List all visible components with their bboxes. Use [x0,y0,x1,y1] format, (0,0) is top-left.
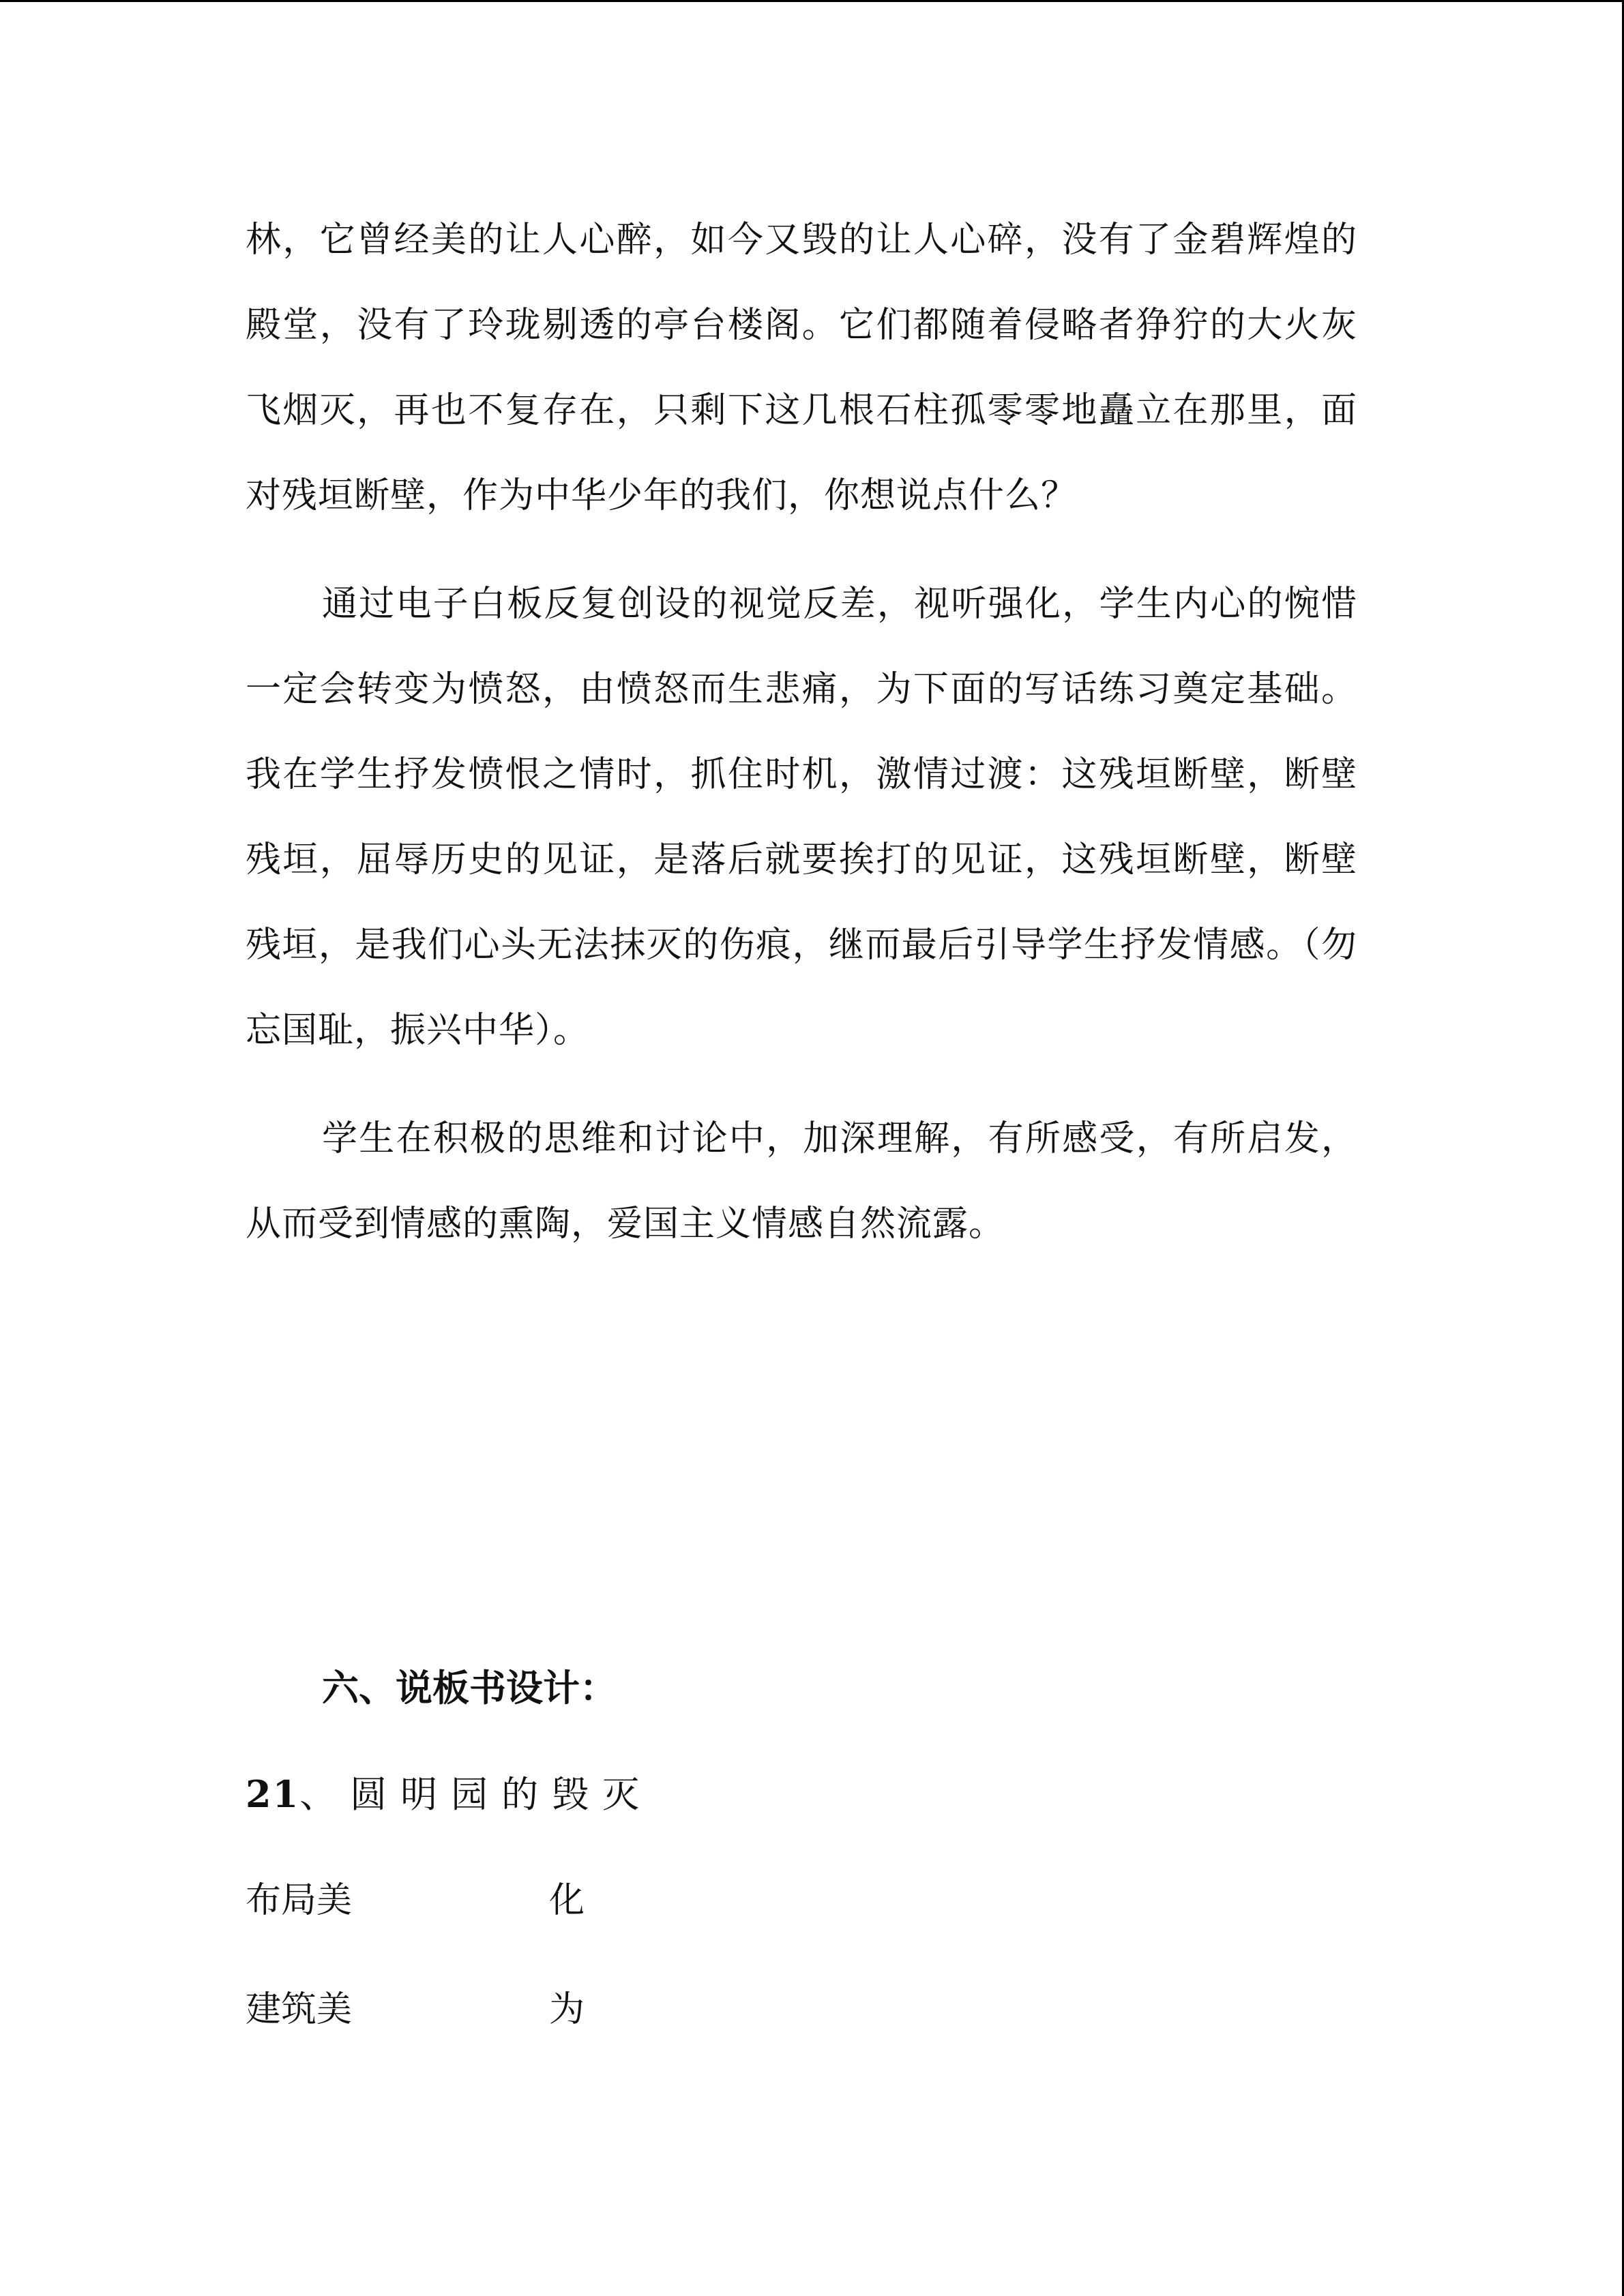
board-row-left: 建筑美 [246,1989,353,2030]
board-title-number: 21 [246,1772,300,1816]
board-row [246,1955,1357,2064]
page-border-top [0,0,1624,2]
paragraph-students: 学生在积极的思维和讨论中，加深理解，有所感受，有所启发，从而受到情感的熏陶，爱国主义情感自然流露。 [246,1118,1357,1244]
document-body [246,198,1357,2064]
paragraph-whiteboard: 通过电子白板反复创设的视觉反差，视听强化，学生内心的惋惜一定会转变为愤怒，由愤怒而生悲痛，为下面的写话练习奠定基础。我在学生抒发愤恨之情时，抓住时机，激情过渡：这残垣断壁，断壁残垣，屈辱历史的见证，是落后就要挨打的见证，这残垣断壁，断壁残垣，是我们心头无法抹灭的伤痕，继而最后引导学生抒发情感。（勿忘国耻，振兴中华）。 [246,584,1357,1051]
board-title-text: 、圆明园的毁灭 [299,1773,653,1816]
board-row-left: 布局美 [246,1880,353,1921]
paragraph-continuation: 林，它曾经美的让人心醉，如今又毁的让人心碎，没有了金碧辉煌的殿堂，没有了玲珑剔透的亭台楼阁。它们都随着侵略者狰狞的大火灰飞烟灭，再也不复存在，只剩下这几根石柱孤零零地矗立在那里，面对残垣断壁，作为中华少年的我们，你想说点什么？ [246,220,1357,516]
blank-space [246,1290,1357,1637]
board-row [246,1846,1357,1955]
section-heading: 六、说板书设计： [322,1666,617,1710]
board-row-right: 化 [549,1880,585,1921]
board-title [246,1743,1357,1846]
board-row-right: 为 [549,1989,585,2030]
